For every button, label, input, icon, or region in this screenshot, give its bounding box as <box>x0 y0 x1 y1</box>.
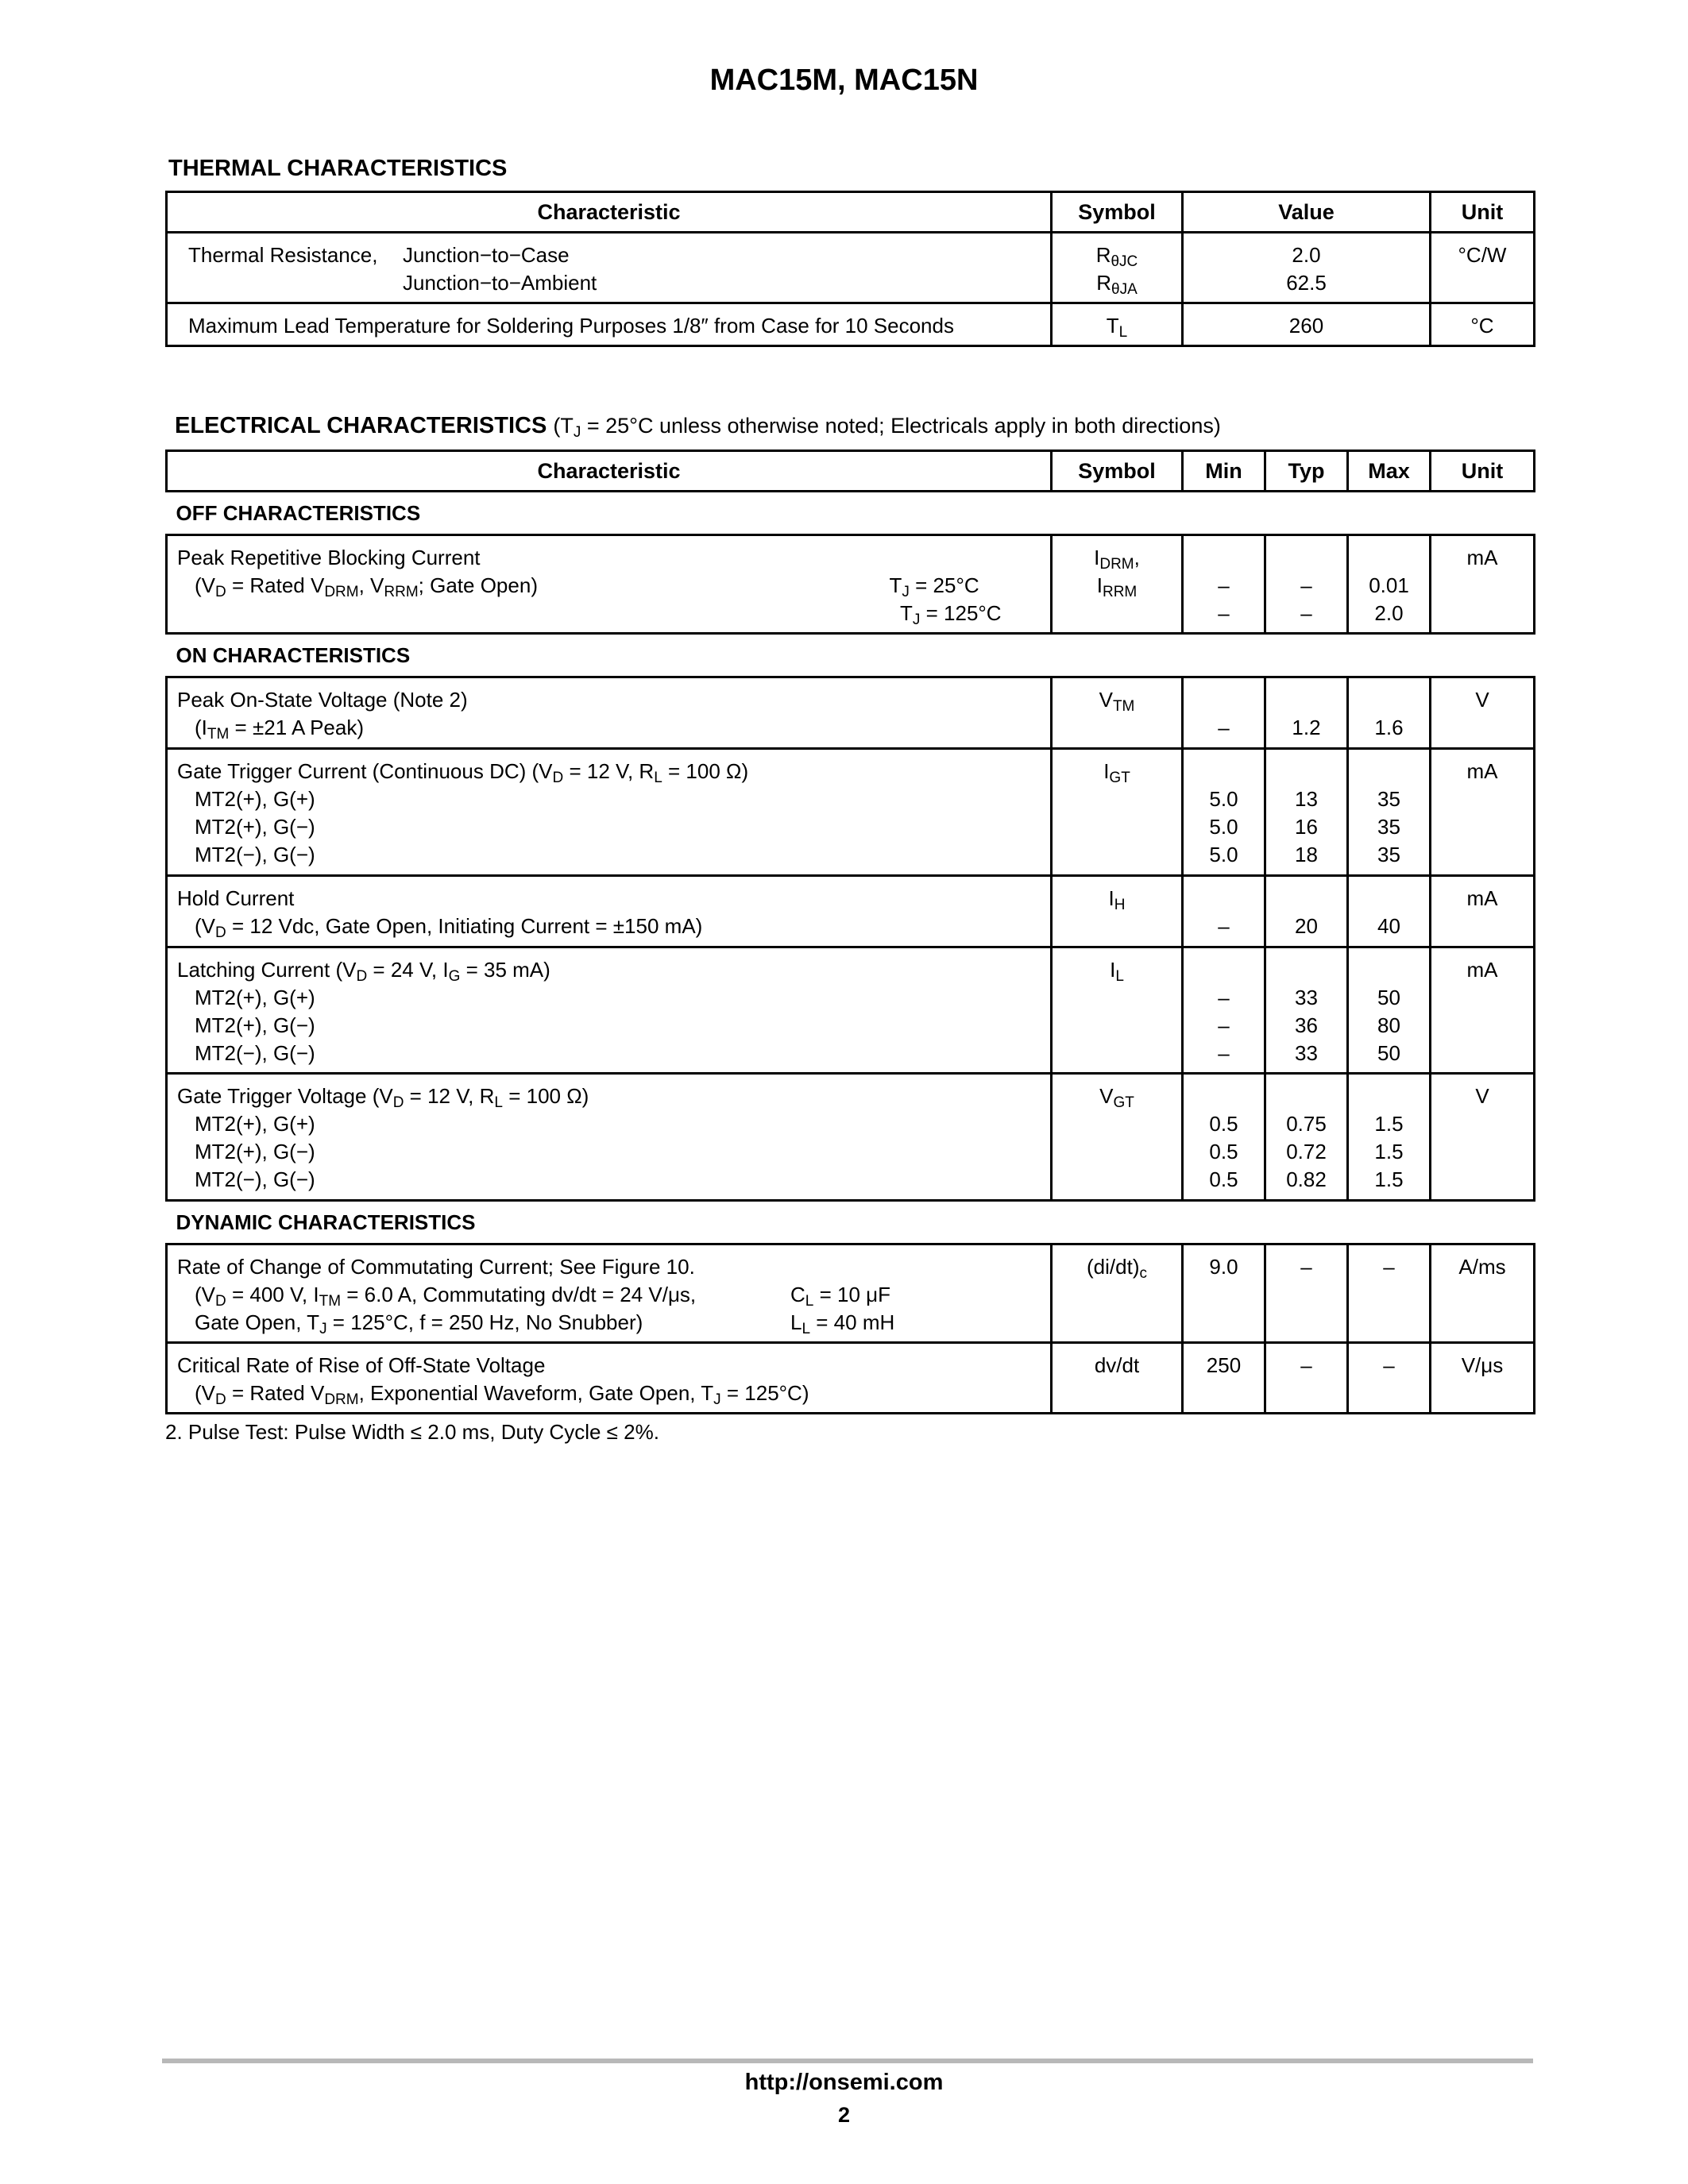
condition-text <box>177 1379 1041 1407</box>
symbol-sub: L <box>1118 324 1128 341</box>
footer-url[interactable]: http://onsemi.com <box>744 2070 944 2095</box>
text: (V <box>195 1283 215 1306</box>
col-characteristic: Characteristic <box>167 451 1052 492</box>
unit-cell: V/μs <box>1461 1353 1504 1377</box>
condition-text <box>177 1281 1041 1309</box>
sub: TM <box>319 1293 342 1310</box>
quadrant-label: MT2(+), G(−) <box>195 1013 315 1037</box>
electrical-note <box>553 414 1221 441</box>
col-symbol: Symbol <box>1052 192 1183 233</box>
vtm-label: Peak On-State Voltage (Note 2) <box>177 688 468 712</box>
table-header-row <box>167 192 1535 233</box>
table-row <box>167 233 1535 303</box>
typ-value: 36 <box>1295 1013 1318 1037</box>
symbol-text: I <box>1103 759 1110 783</box>
text: = 25°C <box>909 573 979 597</box>
symbol-sub: GT <box>1113 1094 1134 1111</box>
inductance-text <box>790 1309 894 1337</box>
text: T <box>889 573 902 597</box>
quadrant-label: MT2(+), G(+) <box>195 1112 315 1136</box>
quadrant-label: MT2(+), G(−) <box>195 815 315 839</box>
min-value: 0.5 <box>1209 1112 1238 1136</box>
text: = 40 mH <box>810 1310 895 1334</box>
symbol-text: , <box>1134 546 1140 569</box>
symbol-sub: RRM <box>1102 584 1138 600</box>
sub: D <box>392 1094 404 1111</box>
unit-cell: mA <box>1466 958 1498 982</box>
text: = 12 V, R <box>404 1084 495 1108</box>
symbol-sub: DRM <box>1099 556 1134 573</box>
text: = 100 Ω) <box>662 759 749 783</box>
footnote: 2. Pulse Test: Pulse Width ≤ 2.0 ms, Duty Cycle ≤ 2%. <box>165 1420 659 1444</box>
symbol-sub: θJA <box>1111 281 1138 298</box>
sub: L <box>494 1094 503 1111</box>
text: C <box>790 1283 805 1306</box>
sub: DRM <box>324 584 359 600</box>
min-value: 9.0 <box>1209 1255 1238 1279</box>
unit-cell: mA <box>1466 759 1498 783</box>
col-value: Value <box>1183 192 1431 233</box>
text: L <box>790 1310 802 1334</box>
electrical-table <box>165 450 1535 1414</box>
sub: J <box>912 612 921 628</box>
max-value: 35 <box>1377 843 1400 866</box>
symbol-text: V <box>1099 688 1113 712</box>
sub: J <box>713 1391 721 1408</box>
col-unit: Unit <box>1431 192 1535 233</box>
table-header-row <box>167 451 1535 492</box>
sub: L <box>805 1293 814 1310</box>
text: = 12 V, R <box>563 759 655 783</box>
value-cell: 260 <box>1288 314 1324 338</box>
min-value: 250 <box>1206 1353 1242 1377</box>
text: (V <box>195 914 215 938</box>
symbol-sub: TM <box>1112 698 1135 715</box>
table-row <box>167 1074 1535 1201</box>
min-value: – <box>1218 1013 1230 1037</box>
max-value: 1.6 <box>1374 716 1404 739</box>
commutating-current-label: Rate of Change of Commutating Current; See Figure 10. <box>177 1255 695 1279</box>
max-value: 0.01 <box>1369 573 1409 597</box>
blocking-current-label: Peak Repetitive Blocking Current <box>177 546 481 569</box>
symbol-text: I <box>1096 573 1103 597</box>
text: Gate Trigger Voltage (V <box>177 1084 393 1108</box>
dvdt-label: Critical Rate of Rise of Off-State Voltage <box>177 1353 546 1377</box>
text: = 125°C, f = 250 Hz, No Snubber) <box>326 1310 643 1334</box>
tj-25 <box>890 572 1003 600</box>
note-sub: J <box>573 424 581 441</box>
symbol-text: dv/dt <box>1094 1353 1140 1377</box>
text: = Rated V <box>226 1381 325 1405</box>
thermal-resistance-label: Thermal Resistance, <box>188 243 378 267</box>
sub: L <box>802 1321 811 1337</box>
min-value: 0.5 <box>1209 1167 1238 1191</box>
category-row <box>167 1201 1535 1244</box>
sub: D <box>215 1293 226 1310</box>
table-row <box>167 947 1535 1074</box>
table-row <box>167 749 1535 876</box>
table-row <box>167 1244 1535 1343</box>
min-value: 5.0 <box>1209 787 1238 811</box>
max-value: 2.0 <box>1374 601 1404 625</box>
unit-cell: mA <box>1466 886 1498 910</box>
symbol-text: (di/dt) <box>1087 1255 1140 1279</box>
symbol-text: R <box>1095 243 1111 267</box>
min-value: 5.0 <box>1209 843 1238 866</box>
sub: L <box>654 770 662 786</box>
category-row <box>167 634 1535 677</box>
text: = 125°C <box>920 601 1002 625</box>
sub: D <box>215 584 226 600</box>
max-value: – <box>1383 1255 1395 1279</box>
min-value: – <box>1218 716 1230 739</box>
sub: D <box>215 924 226 941</box>
sub: D <box>356 968 368 985</box>
unit-cell: mA <box>1466 546 1498 569</box>
typ-value: 16 <box>1295 815 1318 839</box>
junction-case-label: Junction−to−Case <box>403 243 570 267</box>
max-value: 35 <box>1377 787 1400 811</box>
electrical-heading <box>175 413 1221 439</box>
vgt-label <box>177 1082 1041 1110</box>
thermal-table <box>165 191 1535 347</box>
text: = 125°C) <box>720 1381 809 1405</box>
symbol-sub: L <box>1115 968 1124 985</box>
max-value: 1.5 <box>1374 1112 1404 1136</box>
tj-125 <box>900 600 1002 627</box>
condition-text <box>177 572 1041 600</box>
hold-current-label: Hold Current <box>177 886 295 910</box>
note-text: = 25°C unless otherwise noted; Electricals apply in both directions) <box>581 414 1221 438</box>
text: = 100 Ω) <box>502 1084 589 1108</box>
symbol-cell <box>1053 233 1181 302</box>
typ-value: 0.82 <box>1286 1167 1327 1191</box>
junction-ambient-label: Junction−to−Ambient <box>403 271 597 295</box>
sub: J <box>902 584 910 600</box>
text: Latching Current (V <box>177 958 357 982</box>
condition-text <box>177 714 1041 742</box>
sub: TM <box>207 726 230 743</box>
max-value: 35 <box>1377 815 1400 839</box>
text: (V <box>195 573 215 597</box>
symbol-text: I <box>1094 546 1100 569</box>
text: = 400 V, I <box>226 1283 319 1306</box>
typ-value: 1.2 <box>1292 716 1321 739</box>
unit-cell: V <box>1475 688 1489 712</box>
typ-value: 0.75 <box>1286 1112 1327 1136</box>
footer-divider <box>162 2059 1533 2063</box>
min-value: – <box>1218 914 1230 938</box>
sub: J <box>319 1321 327 1337</box>
min-value: – <box>1218 601 1230 625</box>
quadrant-label: MT2(+), G(+) <box>195 787 315 811</box>
symbol-sub: c <box>1139 1265 1147 1282</box>
typ-value: – <box>1300 1255 1312 1279</box>
table-row <box>167 677 1535 749</box>
sub: RRM <box>384 584 419 600</box>
max-value: 1.5 <box>1374 1167 1404 1191</box>
text: (V <box>195 1381 215 1405</box>
sub: D <box>215 1391 226 1408</box>
col-characteristic: Characteristic <box>167 192 1052 233</box>
text: = 24 V, I <box>367 958 449 982</box>
sub: DRM <box>324 1391 359 1408</box>
text: , Exponential Waveform, Gate Open, T <box>358 1381 714 1405</box>
sub: D <box>552 770 564 786</box>
quadrant-label: MT2(−), G(−) <box>195 1167 315 1191</box>
quadrant-label: MT2(−), G(−) <box>195 1041 315 1065</box>
igt-label <box>177 758 1041 785</box>
typ-value: 33 <box>1295 1041 1318 1065</box>
off-characteristics-label: OFF CHARACTERISTICS <box>167 492 1535 535</box>
capacitance-text <box>790 1281 890 1309</box>
min-value: – <box>1218 573 1230 597</box>
symbol-text: I <box>1108 886 1114 910</box>
symbol-text: I <box>1110 958 1116 982</box>
table-row <box>167 876 1535 947</box>
min-value: – <box>1218 986 1230 1009</box>
unit-cell: °C <box>1470 314 1494 338</box>
sub: G <box>448 968 461 985</box>
col-unit: Unit <box>1431 451 1535 492</box>
text: Gate Trigger Current (Continuous DC) (V <box>177 759 553 783</box>
text: (I <box>195 716 207 739</box>
symbol-text: R <box>1096 271 1112 295</box>
electrical-heading-text: ELECTRICAL CHARACTERISTICS <box>175 413 547 438</box>
note-text: (T <box>553 414 574 438</box>
col-min: Min <box>1183 451 1265 492</box>
min-value: 5.0 <box>1209 815 1238 839</box>
quadrant-label: MT2(−), G(−) <box>195 843 315 866</box>
condition-text <box>177 913 1041 940</box>
typ-value: – <box>1300 573 1312 597</box>
unit-cell: V <box>1475 1084 1489 1108</box>
text: = Rated V <box>226 573 325 597</box>
table-row <box>167 1343 1535 1414</box>
condition-text <box>177 1309 1041 1337</box>
max-value: 50 <box>1377 1041 1400 1065</box>
max-value: – <box>1383 1353 1395 1377</box>
symbol-sub: GT <box>1109 770 1130 786</box>
symbol-sub: θJC <box>1111 253 1138 270</box>
table-row <box>167 303 1535 346</box>
thermal-heading: THERMAL CHARACTERISTICS <box>168 156 508 181</box>
symbol-text: V <box>1099 1084 1114 1108</box>
col-max: Max <box>1348 451 1431 492</box>
lead-temp-label: Maximum Lead Temperature for Soldering Purposes 1/8″ from Case for 10 Seconds <box>188 314 954 338</box>
max-value: 1.5 <box>1374 1140 1404 1163</box>
min-value: 0.5 <box>1209 1140 1238 1163</box>
table-row <box>167 535 1535 634</box>
quadrant-label: MT2(+), G(−) <box>195 1140 315 1163</box>
page-number: 2 <box>837 2103 851 2127</box>
typ-value: 13 <box>1295 787 1318 811</box>
typ-value: – <box>1300 1353 1312 1377</box>
max-value: 80 <box>1377 1013 1400 1037</box>
latching-current-label <box>177 956 1041 984</box>
typ-value: 33 <box>1295 986 1318 1009</box>
text: = 35 mA) <box>460 958 550 982</box>
unit-cell: A/ms <box>1458 1255 1506 1279</box>
max-value: 40 <box>1377 914 1400 938</box>
text: = 12 Vdc, Gate Open, Initiating Current = ±150 mA) <box>226 914 703 938</box>
col-symbol: Symbol <box>1052 451 1183 492</box>
symbol-sub: H <box>1114 897 1126 913</box>
text: = 6.0 A, Commutating dv/dt = 24 V/μs, <box>341 1283 697 1306</box>
category-row <box>167 492 1535 535</box>
typ-value: – <box>1300 601 1312 625</box>
typ-value: 20 <box>1295 914 1318 938</box>
text: = 10 μF <box>813 1283 890 1306</box>
page-title: MAC15M, MAC15N <box>709 64 979 97</box>
value-cell: 62.5 <box>1286 271 1327 295</box>
text: = ±21 A Peak) <box>229 716 364 739</box>
on-characteristics-label: ON CHARACTERISTICS <box>167 634 1535 677</box>
text: Gate Open, T <box>195 1310 320 1334</box>
text: ; Gate Open) <box>418 573 538 597</box>
quadrant-label: MT2(+), G(+) <box>195 986 315 1009</box>
symbol-text: T <box>1106 314 1119 338</box>
unit-cell: °C/W <box>1458 243 1507 267</box>
typ-value: 0.72 <box>1286 1140 1327 1163</box>
text: T <box>900 601 913 625</box>
min-value: – <box>1218 1041 1230 1065</box>
text: , V <box>358 573 384 597</box>
dynamic-characteristics-label: DYNAMIC CHARACTERISTICS <box>167 1201 1535 1244</box>
max-value: 50 <box>1377 986 1400 1009</box>
col-typ: Typ <box>1265 451 1348 492</box>
typ-value: 18 <box>1295 843 1318 866</box>
value-cell: 2.0 <box>1292 243 1321 267</box>
